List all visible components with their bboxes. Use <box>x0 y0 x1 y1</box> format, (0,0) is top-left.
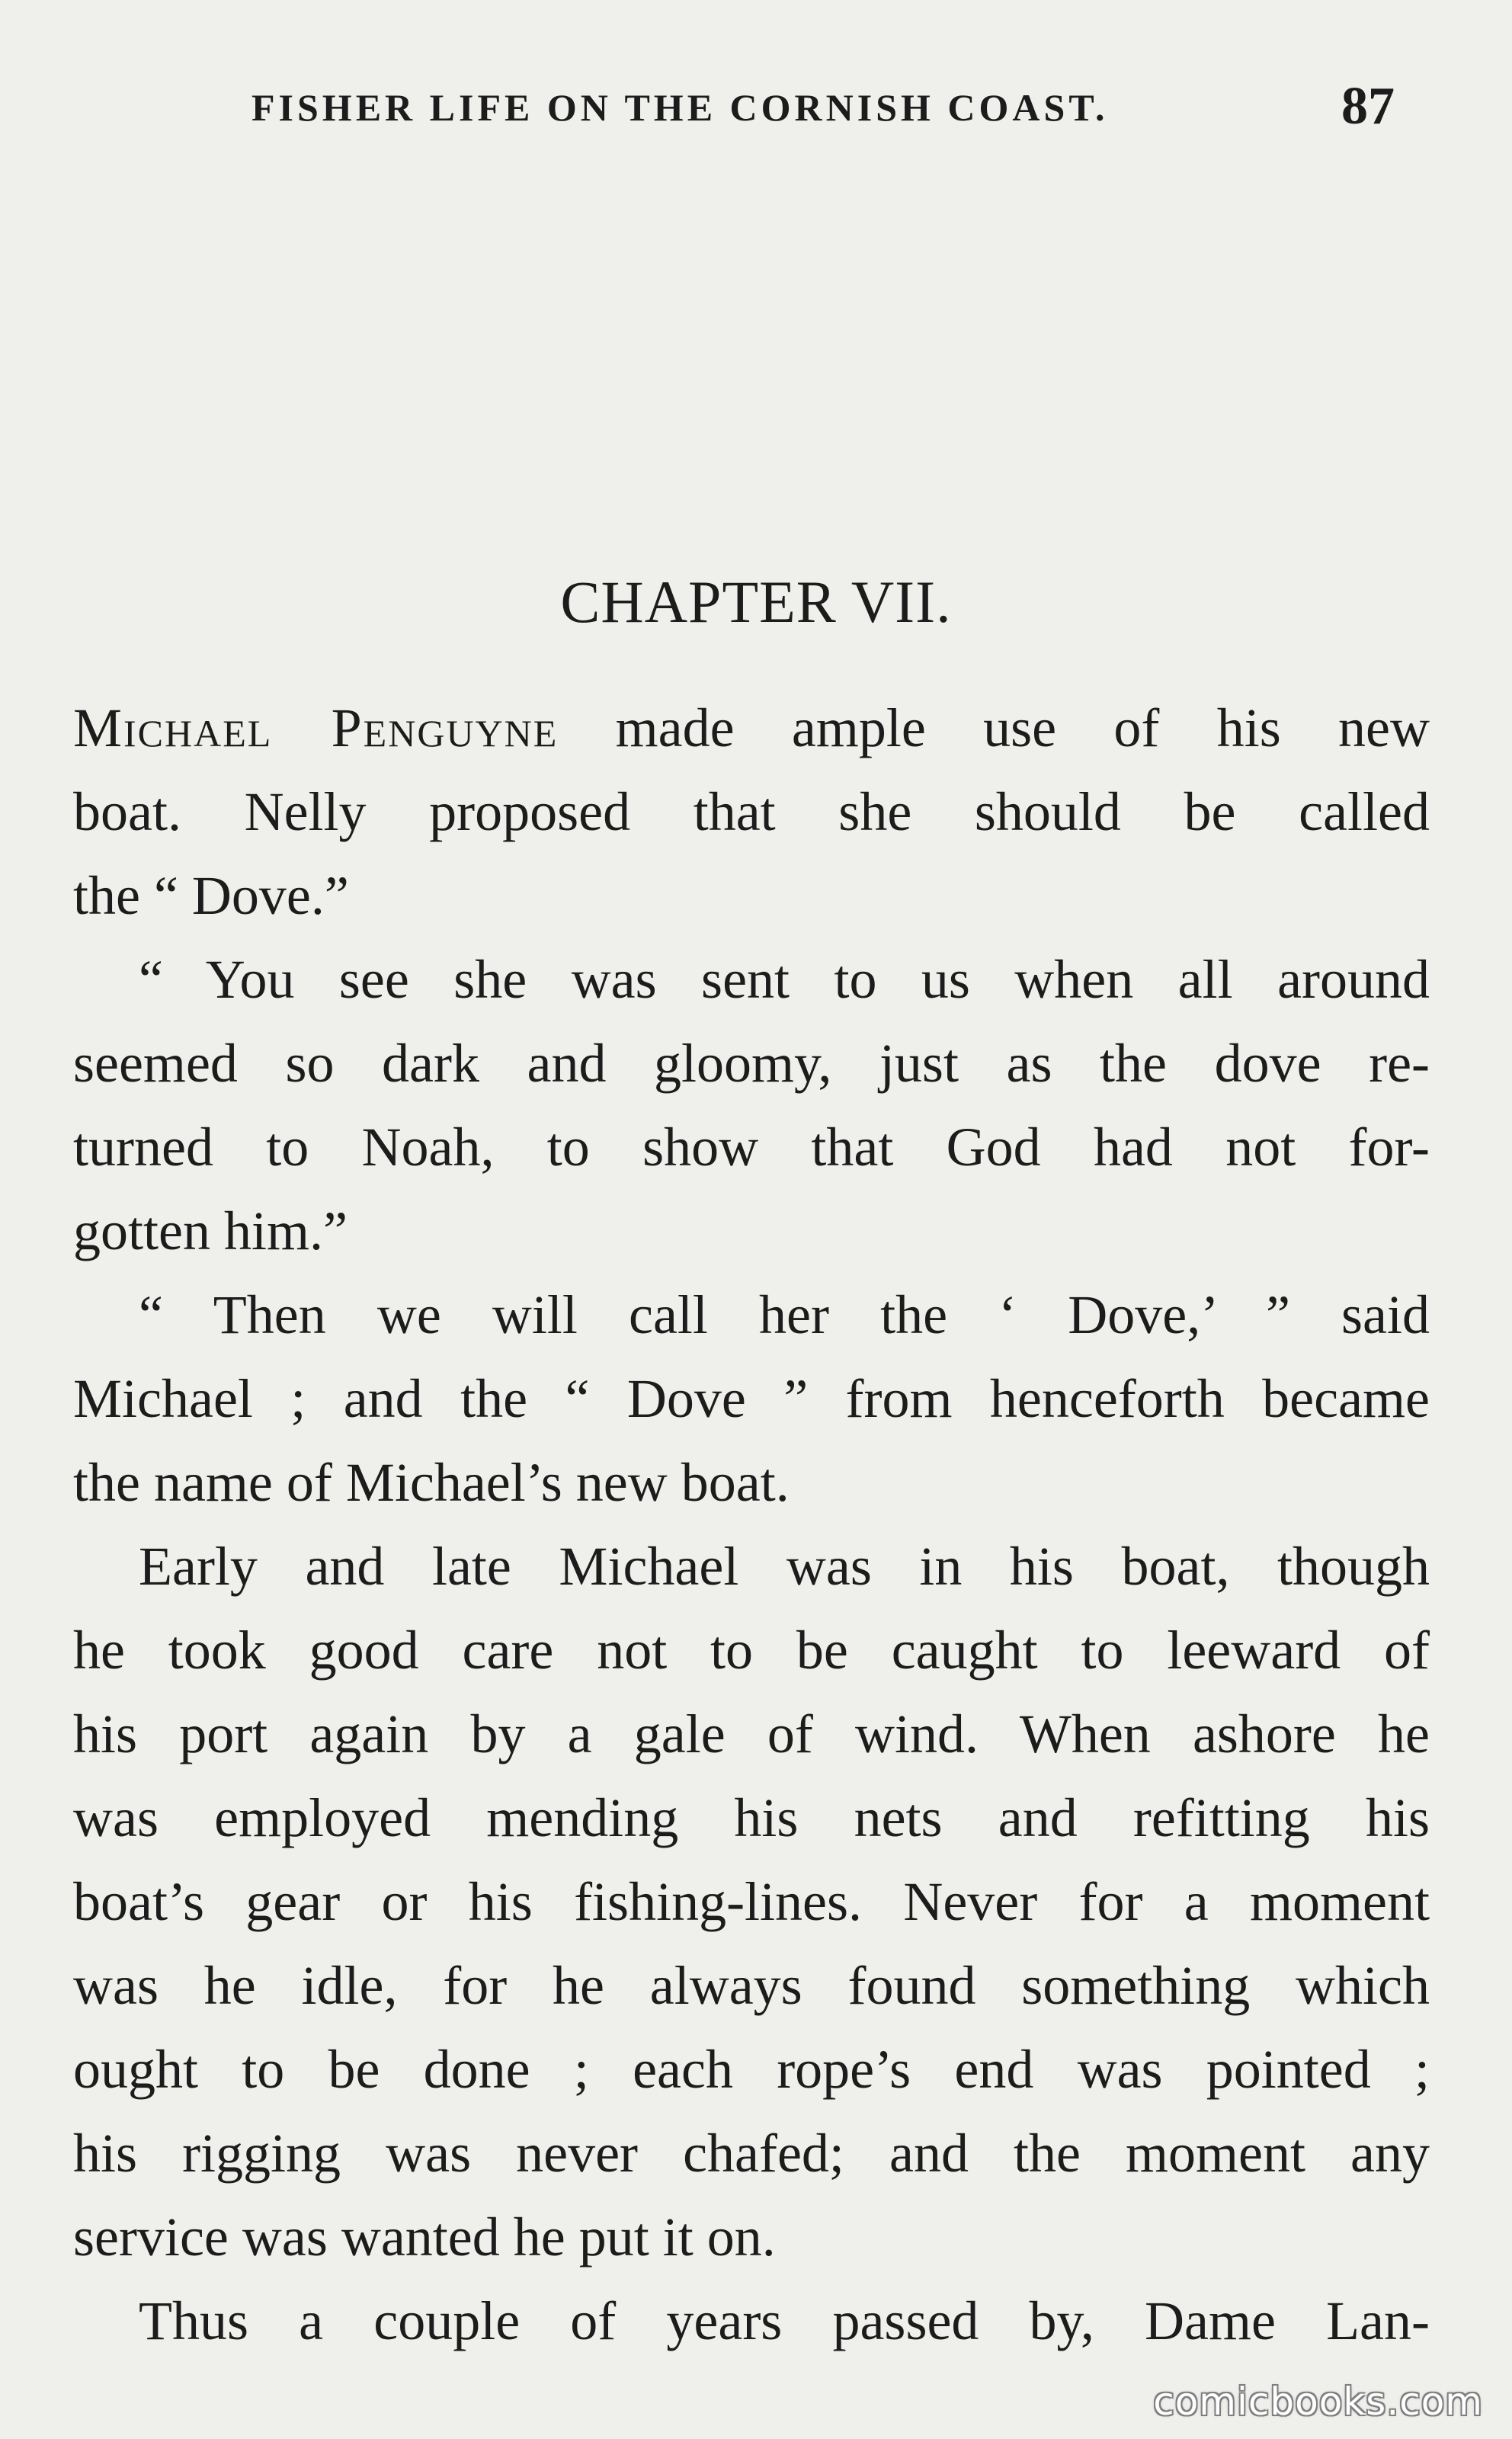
text-line-5: seemed so dark and gloomy, just as the dove re- <box>73 1033 1430 1094</box>
text-line-19: service was wanted he put it on. <box>73 2207 776 2268</box>
text-line-16: was he idle, for he always found something which <box>73 1955 1430 2016</box>
text-line-1 <box>73 686 1430 770</box>
text-line-18: his rigging was never chafed; and the moment any <box>73 2123 1430 2184</box>
text-line-15: boat’s gear or his fishing-lines. Never for a moment <box>73 1871 1430 1932</box>
text-line-10: the name of Michael’s new boat. <box>73 1452 790 1513</box>
opening-name: Michael Penguyne <box>73 697 559 758</box>
text-line-2: boat. Nelly proposed that she should be called <box>73 781 1430 842</box>
chapter-heading: CHAPTER VII. <box>560 569 952 635</box>
text-line-11: Early and late Michael was in his boat, though <box>139 1536 1430 1597</box>
text-line-17: ought to be done ; each rope’s end was pointed ; <box>73 2039 1430 2100</box>
text-line-12: he took good care not to be caught to leeward of <box>73 1620 1430 1681</box>
text-line-9: Michael ; and the “ Dove ” from henceforth became <box>73 1368 1430 1429</box>
text-line-3: the “ Dove.” <box>73 865 349 926</box>
site-watermark: comicbooks.com <box>1153 2380 1483 2424</box>
running-head <box>251 76 1395 145</box>
text-line-20: Thus a couple of years passed by, Dame Lan- <box>139 2290 1430 2351</box>
text-line-13: his port again by a gale of wind. When ashore he <box>73 1703 1430 1764</box>
page-number: 87 <box>1341 77 1395 136</box>
text-line-1-rest: made ample use of his new <box>558 697 1430 758</box>
text-line-6: turned to Noah, to show that God had not for- <box>73 1117 1430 1178</box>
running-title: FISHER LIFE ON THE CORNISH COAST. <box>251 86 1109 129</box>
text-line-14: was employed mending his nets and refitting his <box>73 1787 1430 1848</box>
text-line-4: “ You see she was sent to us when all around <box>139 949 1430 1010</box>
body-text <box>73 686 1430 2363</box>
text-line-7: gotten him.” <box>73 1200 348 1261</box>
text-line-8: “ Then we will call her the ‘ Dove,’ ” said <box>139 1284 1430 1345</box>
